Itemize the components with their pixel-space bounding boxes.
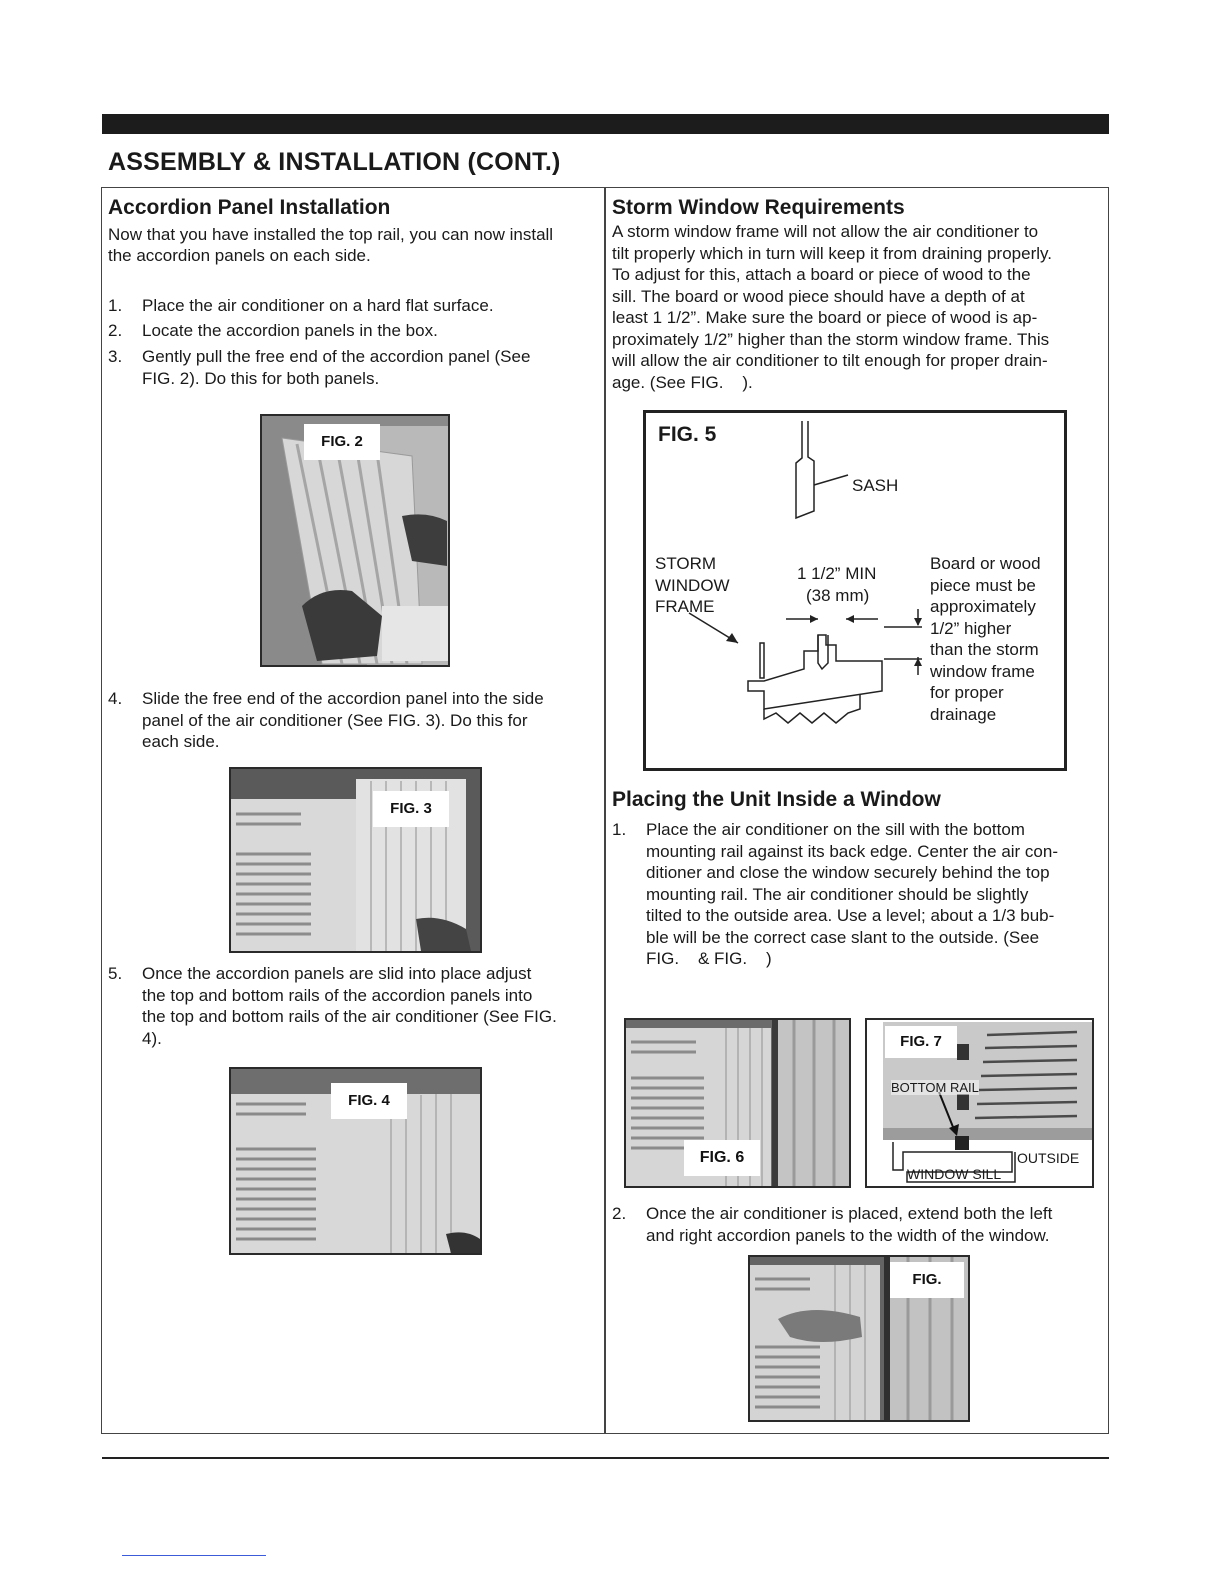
step-text: panel of the air conditioner (See FIG. 3). Do this for [142,710,528,730]
fig7-photo [865,1018,1094,1188]
step-number: 1. [108,296,123,315]
fig5-note: drainage [930,704,997,724]
fig7-window-sill-label: WINDOW SILL [907,1166,1002,1182]
step-number: 2. [612,1204,627,1223]
fig4-label: FIG. 4 [331,1083,407,1119]
storm-text-line: sill. The board or wood piece should have a depth of at [612,286,1025,306]
step-text: ditioner and close the window securely behind the top [646,863,1050,882]
fig7-label: FIG. 7 [885,1026,957,1058]
step-text: mounting rail against its back edge. Center the air con- [646,841,1059,861]
fig5-note: window frame [930,661,1035,681]
fig5-note: Board or wood [930,554,1041,573]
step-text: Once the accordion panels are slid into place adjust [142,964,532,983]
fig5-diagram [643,410,1067,771]
fig8-label: FIG. [890,1262,964,1298]
fig6-label: FIG. 6 [684,1140,760,1176]
fig5-min-depth: (38 mm) [806,585,870,605]
step-number: 5. [108,964,123,983]
step-text: ble will be the correct case slant to the outside. (See [646,927,1040,947]
step-text: Place the air conditioner on the sill with the bottom [646,820,1025,839]
step-text: 4). [142,1028,162,1048]
storm-text-line: A storm window frame will not allow the air conditioner to [612,222,1039,241]
step-text: Slide the free end of the accordion panel into the side [142,689,544,708]
fig5-note: approximately [930,597,1036,616]
fig3-label: FIG. 3 [373,791,449,827]
fig5-note: than the storm [930,640,1039,659]
placing-heading: Placing the Unit Inside a Window [612,788,941,811]
fig5-note: for proper [930,683,1004,702]
step-text: Place the air conditioner on a hard flat surface. [142,296,494,315]
fig5-note: piece must be [930,575,1036,595]
step-text: tilted to the outside area. Use a level; about a 1/3 bub- [646,906,1055,925]
step-text: each side. [142,732,220,751]
storm-text-line: proximately 1/2” higher than the storm window frame. This [612,329,1050,349]
step-text: FIG. 2). Do this for both panels. [142,368,380,388]
fig3-photo [229,767,482,953]
storm-text-line: least 1 1/2”. Make sure the board or piece of wood is ap- [612,308,1038,327]
step-text: and right accordion panels to the width of the window. [646,1225,1050,1245]
fig4-photo [229,1067,482,1255]
page-title: ASSEMBLY & INSTALLATION (CONT.) [108,148,561,176]
step-number: 3. [108,347,123,366]
fig5-storm-label: STORM [655,554,717,573]
step-number: 2. [108,321,123,340]
fig8-photo [748,1255,970,1422]
storm-text-line: tilt properly which in turn will keep it from draining properly. [612,243,1052,263]
fig5-title: FIG. 5 [658,423,717,446]
fig5-storm-label: FRAME [655,597,715,616]
accordion-intro-line: the accordion panels on each side. [108,246,371,265]
step-text: Gently pull the free end of the accordion panel (See [142,347,531,366]
column-divider [604,187,606,1434]
header-bar [102,114,1109,134]
fig7-outside-label: OUTSIDE [1017,1150,1080,1166]
fig5-note: 1/2” higher [930,618,1012,638]
footer-link-underline [122,1555,266,1556]
step-text: the top and bottom rails of the accordion panels into [142,985,533,1005]
fig2-photo [260,414,450,667]
step-text: the top and bottom rails of the air conditioner (See FIG. [142,1007,557,1026]
fig5-sash-label: SASH [852,476,899,495]
accordion-intro-line: Now that you have installed the top rail, you can now install [108,225,554,244]
fig2-label: FIG. 2 [304,424,380,460]
footer-rule [102,1457,1109,1459]
step-number: 1. [612,820,627,839]
fig5-min-depth: 1 1/2” MIN [797,564,877,583]
step-text: FIG. & FIG. ) [646,949,772,968]
accordion-heading: Accordion Panel Installation [108,196,391,219]
fig7-bottom-rail-label: BOTTOM RAIL [891,1080,979,1095]
storm-window-heading: Storm Window Requirements [612,196,905,219]
storm-text-line: will allow the air conditioner to tilt enough for proper drain- [612,351,1048,370]
step-text: mounting rail. The air conditioner should be slightly [646,884,1029,904]
fig5-storm-label: WINDOW [655,575,730,595]
storm-text-line: To adjust for this, attach a board or piece of wood to the [612,265,1031,284]
step-number: 4. [108,689,123,708]
storm-text-line: age. (See FIG. ). [612,372,753,392]
step-text: Locate the accordion panels in the box. [142,321,438,340]
step-text: Once the air conditioner is placed, extend both the left [646,1204,1053,1223]
fig6-photo [624,1018,851,1188]
